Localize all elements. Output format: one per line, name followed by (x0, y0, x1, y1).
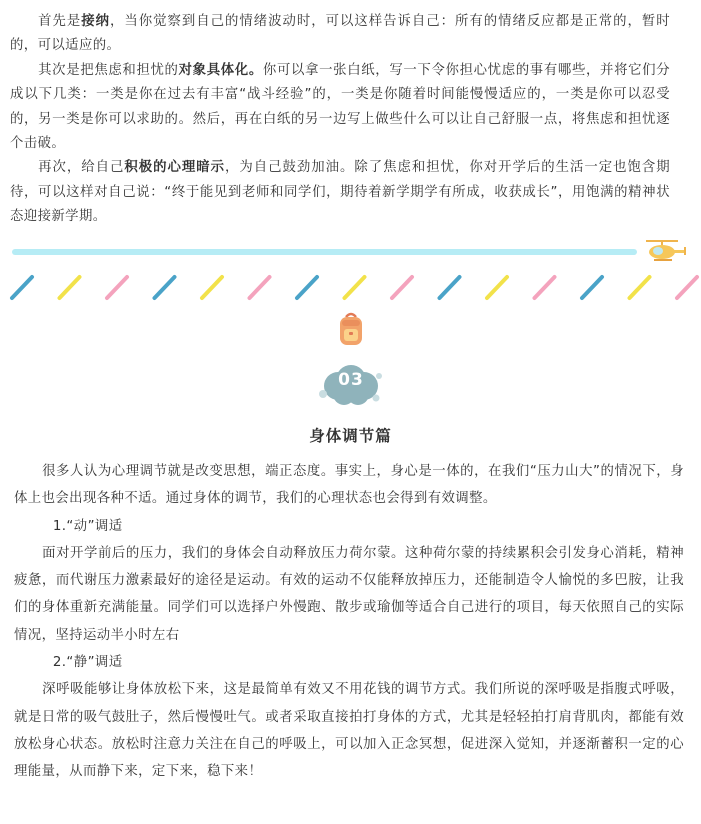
paragraph-text: 首先是 (38, 14, 82, 29)
dash-mark (392, 277, 412, 298)
dash-mark (60, 277, 80, 298)
helicopter-icon (642, 238, 688, 262)
paragraph-text: 其次是把焦虑和担忧的 (38, 62, 179, 78)
section-1-text (10, 10, 670, 230)
paragraph-positive-suggestion (10, 156, 670, 229)
section-number: 03 (338, 370, 364, 390)
section-title: 身体调节篇 (309, 427, 392, 445)
dash-mark (630, 277, 650, 298)
dash-mark (12, 277, 32, 298)
emphasis-text: 接纳 (81, 14, 110, 29)
dash-mark (345, 277, 365, 298)
dash-mark (582, 277, 602, 298)
section-2-text (14, 458, 684, 786)
paragraph-accept (10, 10, 670, 59)
item-1-paragraph: 面对开学前后的压力，我们的身体会自动释放压力荷尔蒙。这种荷尔蒙的持续累积会引发身心消耗，精神疲惫，而代谢压力激素最好的途径是运动。有效的运动不仅能释放掉压力，还能制造令人愉悦的多巴胺，让我们的身体重新充满能量。同学们可以选择户外慢跑、散步或瑜伽等适合自己进行的项目，每天依照自己的实际情况，坚持运动半小时左右 (14, 545, 684, 643)
emphasis-text: 对象具体化。 (178, 62, 263, 78)
item-1-heading: 1.“动”调适 (52, 518, 123, 534)
dash-mark (297, 277, 317, 298)
paragraph-text: ，当你觉察到自己的情绪波动时，可以这样告诉自己：所有的情绪反应都是正常的，暂时的，可以适应的。 (10, 14, 670, 54)
divider-bar (12, 249, 637, 255)
dash-mark (107, 277, 127, 298)
dash-mark (202, 277, 222, 298)
emphasis-text: 积极的心理暗示 (124, 160, 225, 176)
intro-paragraph: 很多人认为心理调节就是改变思想，端正态度。事实上，身心是一体的，在我们“压力山大”的情况下，身体上也会出现各种不适。通过身体的调节，我们的心理状态也会得到有效调整。 (14, 464, 684, 507)
dash-mark (535, 277, 555, 298)
dash-mark (677, 277, 697, 298)
paragraph-text: 再次，给自己 (38, 160, 125, 176)
paragraph-concretize (10, 59, 670, 157)
paragraph-text: ，为自己鼓劲加油。除了焦虑和担忧，你对开学后的生活一定也饱含期待，可以这样对自己说：“终于能见到老师和同学们，期待着新学期学有所成，收获成长”，用饱满的精神状态迎接新学期。 (10, 160, 670, 225)
paragraph-text: 你可以拿一张白纸，写一下令你担心忧虑的事有哪些，并将它们分成以下几类：一类是你在过去有丰富“战斗经验”的，一类是你随着时间能慢慢适应的，一类是你可以忍受的，另一类是你可以求助的。然后，再在白纸的另一边写上做些什么可以让自己舒服一点，将焦虑和担忧逐个击破。 (10, 62, 671, 152)
item-2-heading: 2.“静”调适 (52, 655, 123, 671)
decorative-dashes (0, 268, 701, 304)
dash-mark (440, 277, 460, 298)
item-2-paragraph: 深呼吸能够让身体放松下来，这是最简单有效又不用花钱的调节方式。我们所说的深呼吸是指腹式呼吸，就是日常的吸气鼓肚子，然后慢慢吐气。或者采取直接拍打身体的方式，尤其是轻轻拍打肩背肌肉，都能有效放松身心状态。放松时注意力关注在自己的呼吸上，可以加入正念冥想，促进深入觉知，并逐渐蓄积一定的心理能量，从而静下来，定下来，稳下来！ (14, 682, 684, 780)
dash-mark (155, 277, 175, 298)
backpack-icon (336, 311, 366, 347)
dash-mark (487, 277, 507, 298)
dash-mark (250, 277, 270, 298)
